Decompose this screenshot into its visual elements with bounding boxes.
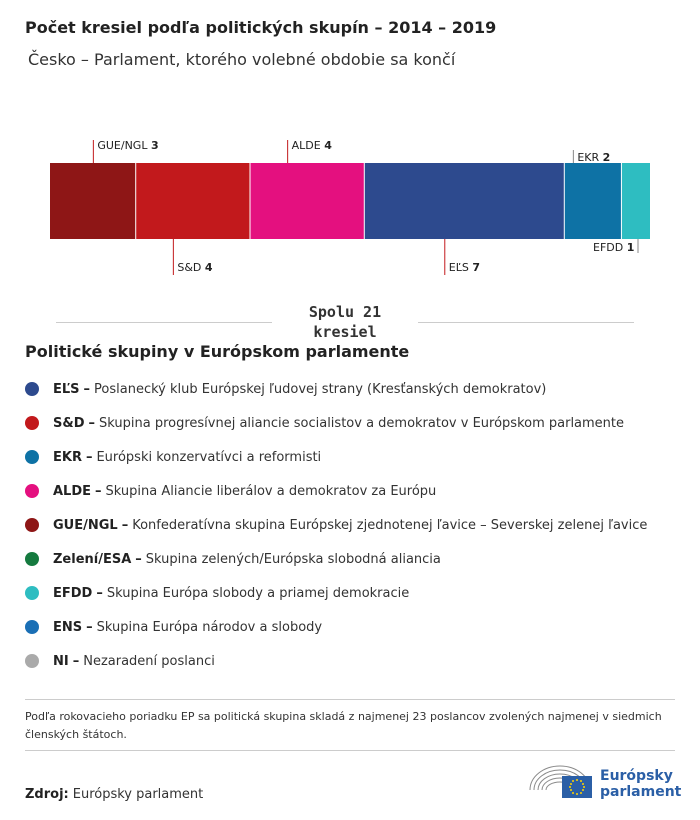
chart-subtitle: Česko – Parlament, ktorého volebné obdobie sa končí (28, 50, 456, 69)
legend-swatch-icon (25, 654, 39, 668)
divider-right (418, 322, 634, 323)
legend-abbr: Zelení/ESA (53, 551, 132, 567)
legend-item (25, 644, 647, 678)
logo-line1: Európsky (600, 768, 673, 784)
legend-abbr: S&D (53, 415, 85, 431)
segment-label-efdd (593, 241, 634, 254)
legend-description: Skupina progresívnej aliancie socialistov a demokratov v Európskom parlamente (99, 415, 625, 431)
legend-swatch-icon (25, 382, 39, 396)
stacked-bar-chart (0, 120, 700, 290)
segment-label-e-s (449, 261, 480, 274)
segment-name-e-s: EĽS (448, 261, 473, 274)
segment-value-s-d: 4 (204, 261, 213, 274)
bar-segment-efdd (621, 163, 650, 239)
legend-separator: – (85, 449, 93, 465)
legend-separator: – (95, 483, 102, 499)
source-label: Zdroj: (25, 787, 69, 802)
legend-item (25, 406, 647, 440)
legend-swatch-icon (25, 620, 39, 634)
legend (25, 372, 647, 678)
segment-value-gue-ngl: 3 (150, 139, 159, 152)
bar-segment-e-s (364, 163, 564, 239)
legend-item (25, 610, 647, 644)
legend-abbr: NI (53, 653, 69, 669)
divider (25, 750, 675, 751)
legend-item (25, 440, 647, 474)
legend-separator: – (121, 517, 129, 533)
legend-item (25, 372, 647, 406)
legend-separator: – (83, 381, 91, 397)
legend-separator: – (72, 653, 80, 669)
legend-separator: – (135, 551, 142, 567)
legend-separator: – (88, 415, 95, 431)
segment-value-efdd: 1 (626, 241, 635, 254)
bar-segment-gue-ngl (50, 163, 136, 239)
source (25, 787, 203, 802)
logo-line2: parlament (600, 784, 682, 800)
legend-swatch-icon (25, 484, 39, 498)
legend-item (25, 508, 647, 542)
legend-description: Skupina Európa národov a slobody (96, 619, 323, 635)
segment-label-gue-ngl (97, 139, 158, 152)
legend-description: Nezaradení poslanci (83, 653, 215, 669)
bar-segment-alde (250, 163, 364, 239)
segment-name-efdd: EFDD (593, 241, 627, 254)
legend-title: Politické skupiny v Európskom parlamente (25, 342, 410, 361)
legend-separator: – (86, 619, 93, 635)
legend-abbr: EFDD (53, 585, 93, 601)
segment-label-alde (292, 139, 333, 152)
legend-swatch-icon (25, 416, 39, 430)
legend-description: Skupina Európa slobody a priamej demokracie (106, 585, 410, 601)
logo-text (600, 768, 681, 800)
total-seats-line1: Spolu 21 (308, 303, 382, 321)
legend-abbr: EĽS (53, 381, 80, 397)
total-seats-label (275, 302, 415, 342)
segment-value-e-s: 7 (472, 261, 481, 274)
legend-description: Konfederatívna skupina Európskej zjednotenej ľavice – Severskej zelenej ľavice (132, 517, 648, 533)
chart-title: Počet kresiel podľa politických skupín – 2014 – 2019 (25, 18, 497, 37)
segment-value-alde: 4 (324, 139, 332, 152)
legend-description: Poslanecký klub Európskej ľudovej strany (Kresťanských demokratov) (94, 381, 547, 397)
legend-item (25, 474, 647, 508)
segment-name-ekr: EKR (577, 151, 603, 164)
segment-name-s-d: S&D (177, 261, 205, 274)
legend-swatch-icon (25, 586, 39, 600)
legend-swatch-icon (25, 450, 39, 464)
legend-description: Európski konzervatívci a reformisti (96, 449, 322, 465)
bar-segment-s-d (136, 163, 250, 239)
legend-swatch-icon (25, 518, 39, 532)
total-seats-line2: kresiel (313, 323, 377, 341)
segment-name-alde: ALDE (291, 139, 325, 152)
legend-description: Skupina Aliancie liberálov a demokratov za Európu (105, 483, 437, 499)
segment-value-ekr: 2 (602, 151, 611, 164)
legend-abbr: ENS (53, 619, 83, 635)
legend-swatch-icon (25, 552, 39, 566)
legend-item (25, 542, 647, 576)
legend-abbr: ALDE (53, 483, 92, 499)
bar-segment-ekr (564, 163, 621, 239)
legend-description: Skupina zelených/Európska slobodná aliancia (145, 551, 441, 567)
divider (25, 699, 675, 700)
segment-label-s-d (177, 261, 213, 274)
footnote: Podľa rokovacieho poriadku EP sa politická skupina skladá z najmenej 23 poslancov zvolených najmenej v siedmich členských štátoch. (25, 710, 662, 741)
legend-separator: – (96, 585, 103, 601)
legend-abbr: EKR (53, 449, 82, 465)
source-value: Európsky parlament (72, 787, 204, 802)
legend-abbr: GUE/NGL (53, 517, 118, 533)
segment-label-ekr (577, 151, 610, 164)
divider-left (56, 322, 272, 323)
segment-name-gue-ngl: GUE/NGL (97, 139, 151, 152)
legend-item (25, 576, 647, 610)
